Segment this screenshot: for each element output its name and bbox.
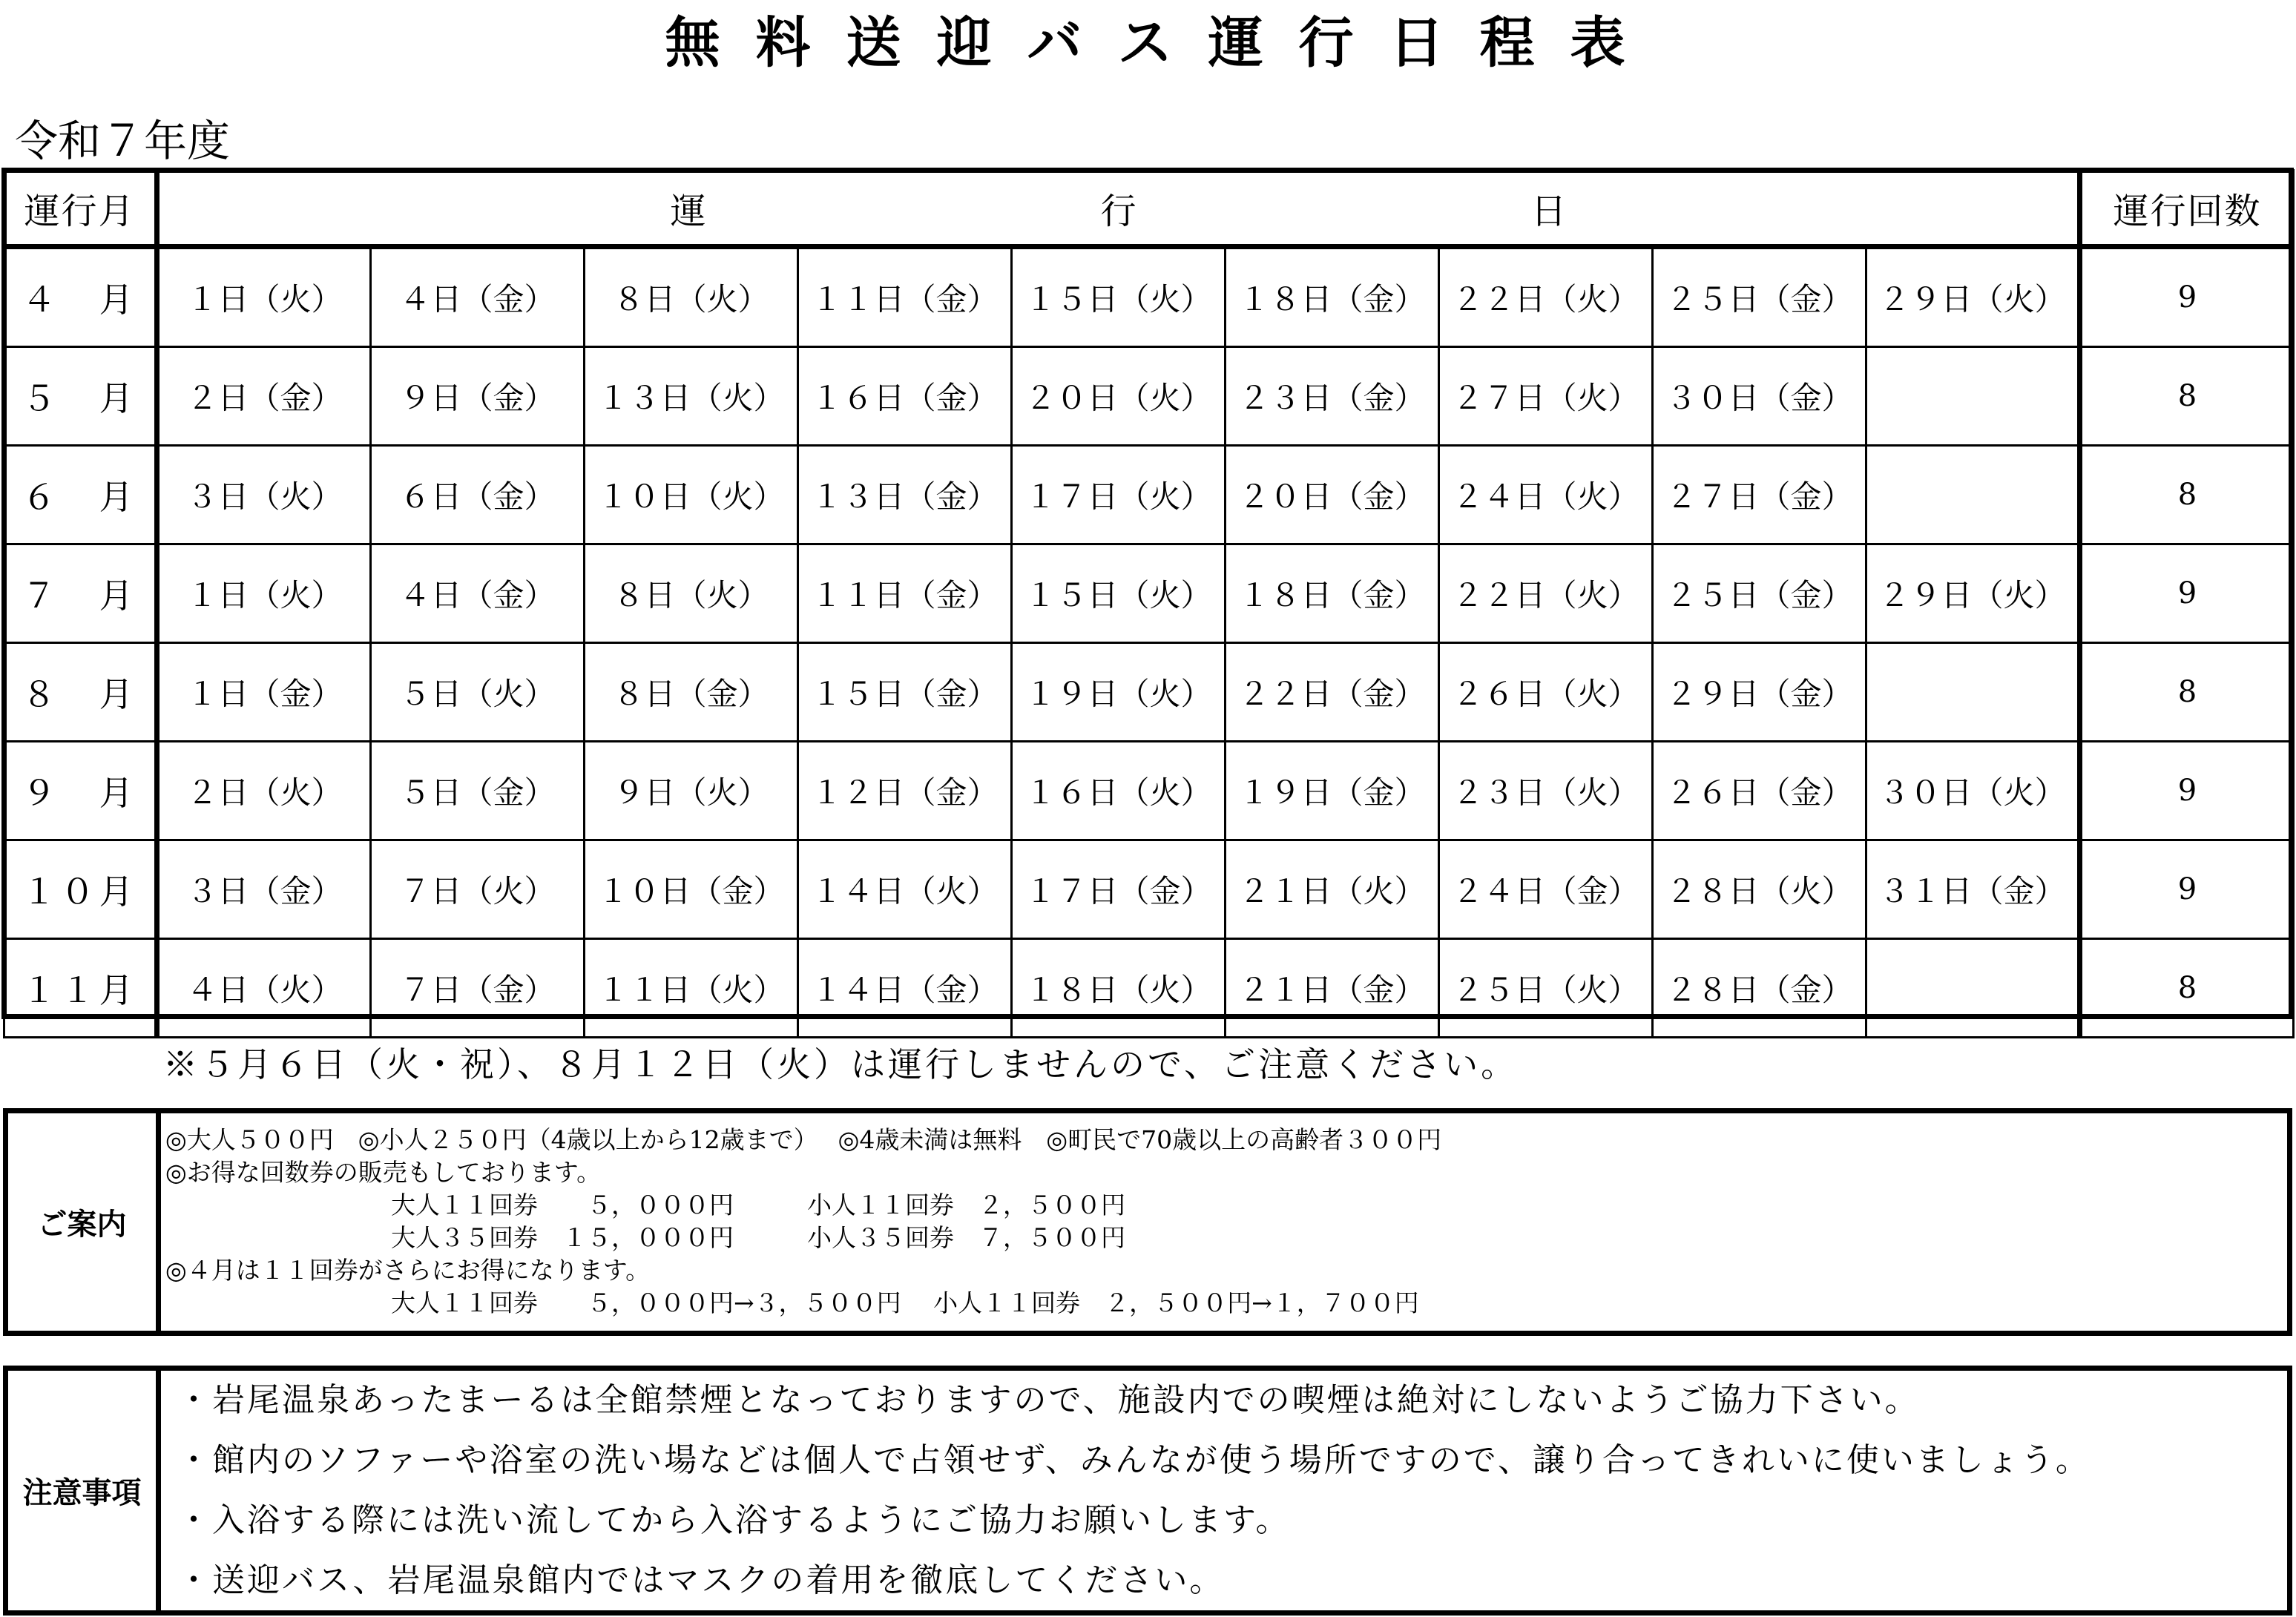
day-cell: １９日（火） [1012, 643, 1226, 742]
day-cell: ９日（金） [371, 347, 585, 446]
day-cell: ２９日（火） [1866, 247, 2080, 347]
day-cell: １４日（金） [798, 939, 1012, 1038]
day-cell: ５日（金） [371, 742, 585, 840]
caution-label: 注意事項 [8, 1371, 161, 1610]
day-cell: １０日（火） [585, 446, 798, 544]
day-cell: ３日（火） [157, 446, 371, 544]
guide-body [161, 1113, 2287, 1331]
guide-line: ◎大人５００円 ◎小人２５０円（4歳以上から12歳まで） ◎4歳未満は無料 ◎町民で70歳以上の高齢者３００円 [165, 1125, 1442, 1154]
month-cell: ９ 月 [4, 742, 157, 840]
day-cell: ２４日（火） [1439, 446, 1653, 544]
day-cell: ２５日（金） [1653, 544, 1866, 643]
day-cell: ５日（火） [371, 643, 585, 742]
day-cell: １５日（火） [1012, 544, 1226, 643]
caution-line: ・入浴する際には洗い流してから入浴するようにご協力お願いします。 [177, 1501, 1291, 1539]
day-cell: ２８日（金） [1653, 939, 1866, 1038]
fiscal-year: 令和７年度 [15, 116, 231, 166]
day-cell: ２１日（金） [1226, 939, 1439, 1038]
month-cell: １０月 [4, 840, 157, 939]
day-cell: ８日（火） [585, 247, 798, 347]
caution-body [161, 1371, 2287, 1610]
month-cell: ５ 月 [4, 347, 157, 446]
day-cell: ２０日（火） [1012, 347, 1226, 446]
day-cell: １６日（火） [1012, 742, 1226, 840]
guide-line: ◎４月は１１回券がさらにお得になります。 [165, 1256, 651, 1285]
caution-line: ・岩尾温泉あったまーるは全館禁煙となっておりますので、施設内での喫煙は絶対にしないようご協力下さい。 [177, 1381, 1920, 1420]
day-cell [1866, 347, 2080, 446]
month-cell: ６ 月 [4, 446, 157, 544]
count-cell: 9 [2080, 544, 2294, 643]
day-cell: １４日（火） [798, 840, 1012, 939]
day-cell: ２５日（火） [1439, 939, 1653, 1038]
day-cell: ２７日（金） [1653, 446, 1866, 544]
guide-box [3, 1108, 2292, 1336]
day-cell: ２６日（金） [1653, 742, 1866, 840]
day-cell: ８日（金） [585, 643, 798, 742]
day-cell: ３０日（火） [1866, 742, 2080, 840]
day-cell: ４日（金） [371, 544, 585, 643]
day-cell: １１日（火） [585, 939, 798, 1038]
day-cell: ２１日（火） [1226, 840, 1439, 939]
header-days-char: 運 [670, 190, 706, 232]
guide-line: 大人３５回券 １５，０００円 小人３５回券 ７，５００円 [391, 1223, 1125, 1252]
day-cell: ３日（金） [157, 840, 371, 939]
header-days-char: 日 [1530, 190, 1567, 232]
day-cell: ２８日（火） [1653, 840, 1866, 939]
day-cell: １８日（金） [1226, 544, 1439, 643]
day-cell: ２９日（火） [1866, 544, 2080, 643]
schedule-table [3, 169, 2295, 1038]
day-cell: １５日（金） [798, 643, 1012, 742]
header-month: 運行月 [4, 171, 157, 247]
day-cell: ２５日（金） [1653, 247, 1866, 347]
day-cell: ２日（金） [157, 347, 371, 446]
day-cell: ９日（火） [585, 742, 798, 840]
day-cell: ２９日（金） [1653, 643, 1866, 742]
day-cell: １０日（金） [585, 840, 798, 939]
month-cell: ４ 月 [4, 247, 157, 347]
month-cell: １１月 [4, 939, 157, 1038]
day-cell: １３日（金） [798, 446, 1012, 544]
caution-line: ・送迎バス、岩尾温泉館内ではマスクの着用を徹底してください。 [177, 1561, 1225, 1599]
guide-label: ご案内 [8, 1113, 161, 1331]
header-days-char: 行 [1100, 190, 1137, 232]
count-cell: 9 [2080, 840, 2294, 939]
day-cell: １２日（金） [798, 742, 1012, 840]
day-cell: ２３日（火） [1439, 742, 1653, 840]
count-cell: 9 [2080, 247, 2294, 347]
table-row [4, 643, 2294, 742]
day-cell: ４日（金） [371, 247, 585, 347]
guide-line: 大人１１回券 ５，０００円→３，５００円 小人１１回券 ２，５００円→１，７００円 [391, 1288, 1419, 1317]
day-cell: １７日（火） [1012, 446, 1226, 544]
count-cell: 8 [2080, 446, 2294, 544]
day-cell: ２２日（火） [1439, 247, 1653, 347]
table-row [4, 247, 2294, 347]
day-cell: ８日（火） [585, 544, 798, 643]
count-cell: 8 [2080, 347, 2294, 446]
count-cell: 8 [2080, 643, 2294, 742]
caution-line: ・館内のソファーや浴室の洗い場などは個人で占領せず、みんなが使う場所ですので、譲り合ってきれいに使いましょう。 [177, 1441, 2091, 1480]
day-cell: １１日（金） [798, 247, 1012, 347]
notice-text: ※５月６日（火・祝）、８月１２日（火）は運行しませんので、ご注意ください。 [163, 1044, 1519, 1084]
day-cell: １日（金） [157, 643, 371, 742]
day-cell: ２日（火） [157, 742, 371, 840]
count-cell: 9 [2080, 742, 2294, 840]
day-cell: １９日（金） [1226, 742, 1439, 840]
day-cell: １３日（火） [585, 347, 798, 446]
day-cell: １６日（金） [798, 347, 1012, 446]
guide-line: ◎お得な回数券の販売もしております。 [165, 1158, 602, 1187]
table-row [4, 840, 2294, 939]
month-cell: ７ 月 [4, 544, 157, 643]
day-cell: ２２日（金） [1226, 643, 1439, 742]
day-cell: ３１日（金） [1866, 840, 2080, 939]
header-count: 運行回数 [2080, 171, 2294, 247]
day-cell: ２３日（金） [1226, 347, 1439, 446]
day-cell: ４日（火） [157, 939, 371, 1038]
day-cell: １８日（火） [1012, 939, 1226, 1038]
day-cell: ２４日（金） [1439, 840, 1653, 939]
day-cell: １日（火） [157, 247, 371, 347]
day-cell [1866, 939, 2080, 1038]
table-row [4, 446, 2294, 544]
table-row [4, 544, 2294, 643]
day-cell: １８日（金） [1226, 247, 1439, 347]
day-cell: ２２日（火） [1439, 544, 1653, 643]
day-cell: ２７日（火） [1439, 347, 1653, 446]
day-cell: ２０日（金） [1226, 446, 1439, 544]
count-cell: 8 [2080, 939, 2294, 1038]
month-cell: ８ 月 [4, 643, 157, 742]
caution-box [3, 1366, 2292, 1616]
day-cell [1866, 446, 2080, 544]
day-cell: ６日（金） [371, 446, 585, 544]
page-title: 無料送迎バス運行日程表 [665, 11, 1661, 75]
table-header-row [4, 171, 2294, 247]
day-cell: ３０日（金） [1653, 347, 1866, 446]
day-cell: ７日（火） [371, 840, 585, 939]
day-cell: １５日（火） [1012, 247, 1226, 347]
day-cell: １日（火） [157, 544, 371, 643]
day-cell [1866, 643, 2080, 742]
day-cell: １１日（金） [798, 544, 1012, 643]
day-cell: ２６日（火） [1439, 643, 1653, 742]
table-row [4, 939, 2294, 1038]
guide-line: 大人１１回券 ５，０００円 小人１１回券 ２，５００円 [391, 1190, 1125, 1219]
table-row [4, 347, 2294, 446]
day-cell: ７日（金） [371, 939, 585, 1038]
table-row [4, 742, 2294, 840]
header-days [157, 171, 2080, 247]
day-cell: １７日（金） [1012, 840, 1226, 939]
